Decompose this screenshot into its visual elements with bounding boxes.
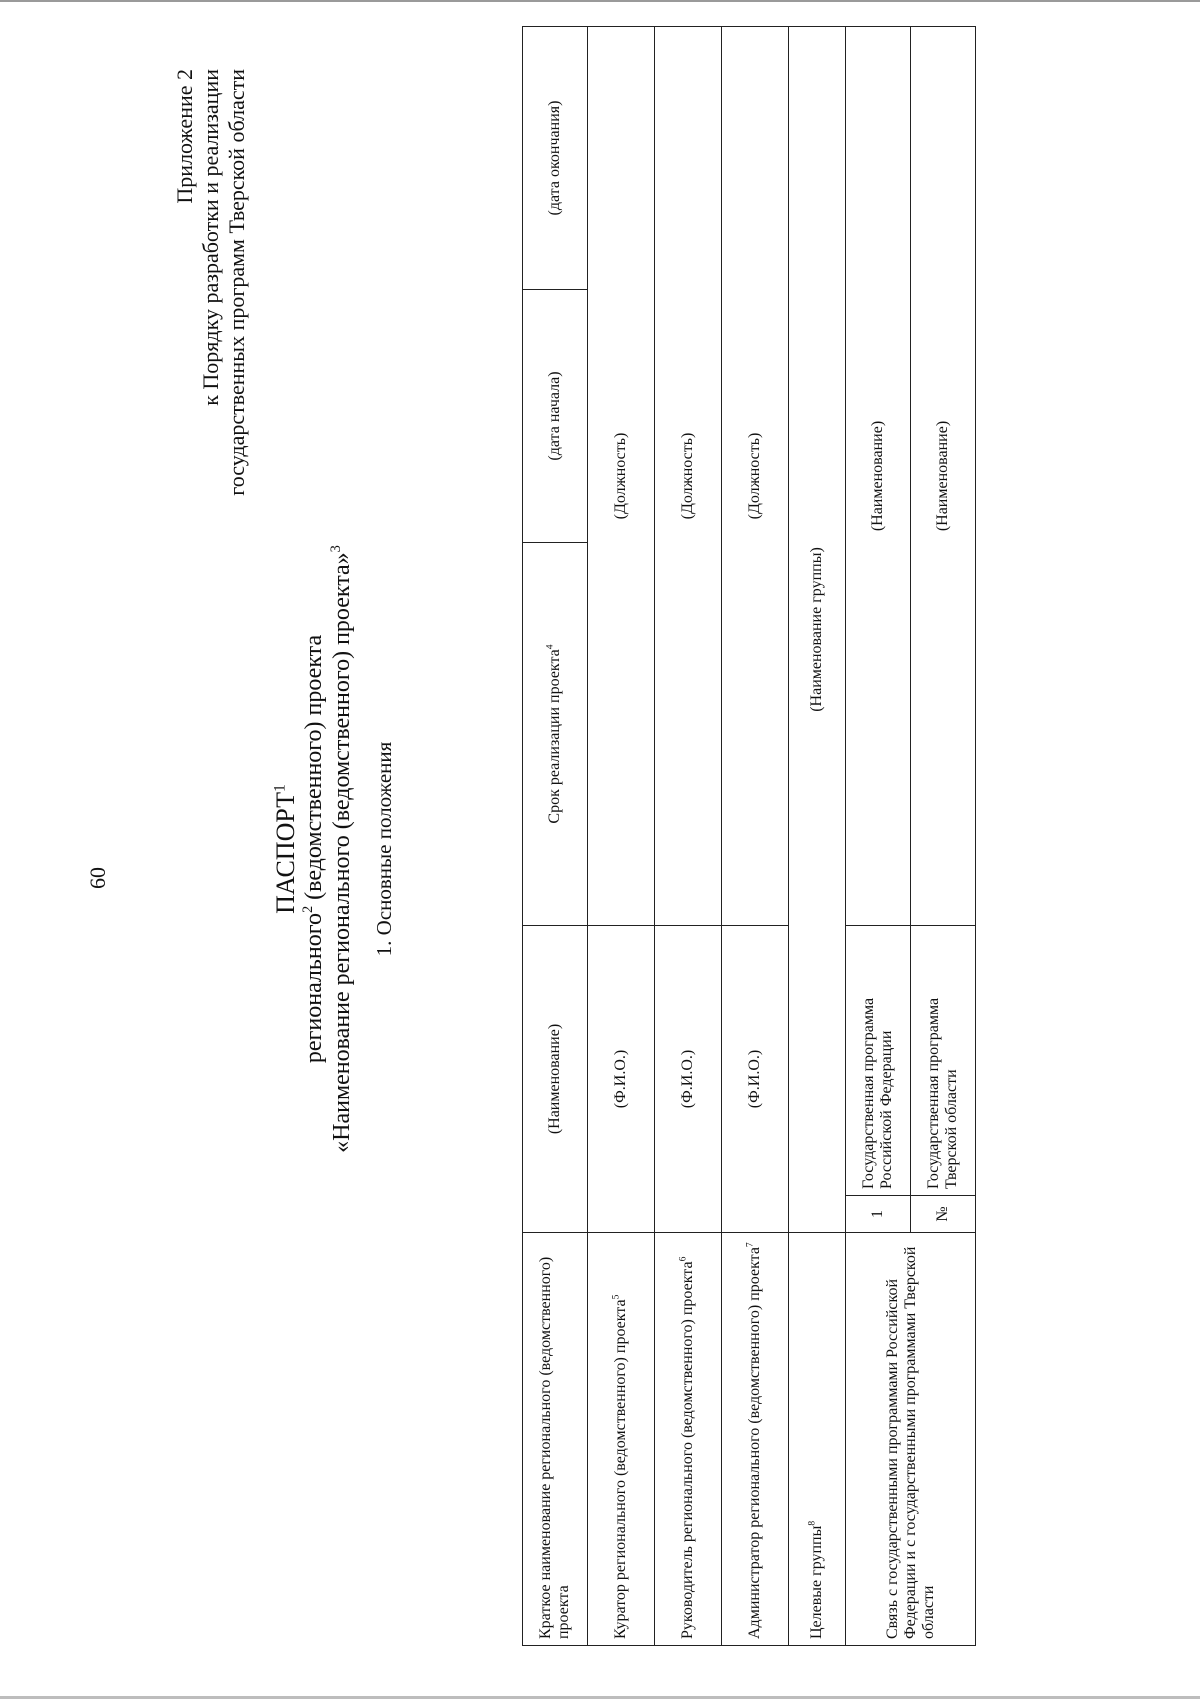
table-row <box>523 27 588 1646</box>
row-label-short-name: Краткое наименование регионального (ведомственного) проекта <box>523 1233 588 1646</box>
footnote-mark: 5 <box>610 1294 622 1300</box>
scan-top-edge <box>0 0 1200 2</box>
footnote-mark: 4 <box>544 644 556 650</box>
passport-table <box>522 26 976 1646</box>
term-start: (дата начала) <box>523 290 588 543</box>
page-number: 60 <box>85 867 110 889</box>
footnote-mark: 2 <box>300 905 316 914</box>
footnote-mark: 8 <box>806 1520 818 1526</box>
curator-position: (Должность) <box>588 27 655 926</box>
row-label-program-links: Связь с государственными программами Российской Федерации и с государственными программами Тверской области <box>846 1233 976 1646</box>
row-label-head <box>655 1233 722 1646</box>
document-titles <box>272 29 398 1669</box>
title-sub-text-a: регионального <box>301 913 327 1064</box>
rf-program-number: 1 <box>846 1196 911 1233</box>
term-end: (дата окончания) <box>523 27 588 290</box>
rf-program-name: (Наименование) <box>846 27 911 926</box>
term-label-text: Срок реализации проекта <box>546 649 563 824</box>
appendix-line-2: к Порядку разработки и реализации <box>198 69 223 406</box>
table-row <box>846 27 911 1646</box>
row-label-administrator-text: Администратор регионального (ведомственного) проекта <box>746 1247 763 1639</box>
administrator-fio: (Ф.И.О.) <box>722 926 789 1233</box>
curator-fio: (Ф.И.О.) <box>588 926 655 1233</box>
row-label-target-groups-text: Целевые группы <box>808 1525 825 1639</box>
row-label-target-groups <box>789 1233 846 1646</box>
section-heading: 1. Основные положения <box>372 741 396 957</box>
short-name-value: (Наименование) <box>523 926 588 1233</box>
target-groups-value: (Наименование группы) <box>789 27 846 1233</box>
title-project-name <box>328 29 356 1669</box>
title-sub-text-b: (ведомственного) проекта <box>301 634 327 906</box>
footnote-mark: 3 <box>328 545 344 553</box>
appendix-header <box>172 69 250 496</box>
title-project-name-text: «Наименование регионального (ведомственного) проекта» <box>329 552 355 1153</box>
row-label-head-text: Руководитель регионального (ведомственного) проекта <box>679 1261 696 1639</box>
table-row <box>655 27 722 1646</box>
tver-program-label: Государственная программа Тверской области <box>911 926 976 1196</box>
row-label-curator-text: Куратор регионального (ведомственного) проекта <box>612 1299 629 1639</box>
administrator-position: (Должность) <box>722 27 789 926</box>
tver-program-number: № <box>911 1196 976 1233</box>
appendix-line-1: Приложение 2 <box>172 69 197 204</box>
footnote-mark: 1 <box>271 784 289 792</box>
title-main-text: ПАСПОРТ <box>271 792 300 914</box>
row-label-curator <box>588 1233 655 1646</box>
tver-program-name: (Наименование) <box>911 27 976 926</box>
rotated-sheet <box>57 29 1142 1669</box>
title-sub <box>300 29 328 1669</box>
rf-program-label: Государственная программа Российской Федерации <box>846 926 911 1196</box>
table-row <box>722 27 789 1646</box>
title-main <box>272 29 300 1669</box>
footnote-mark: 7 <box>744 1242 756 1248</box>
table-row <box>789 27 846 1646</box>
head-fio: (Ф.И.О.) <box>655 926 722 1233</box>
appendix-line-3: государственных программ Тверской области <box>224 69 249 496</box>
row-label-administrator <box>722 1233 789 1646</box>
head-position: (Должность) <box>655 27 722 926</box>
footnote-mark: 6 <box>677 1256 689 1262</box>
term-label <box>523 543 588 926</box>
table-row <box>588 27 655 1646</box>
